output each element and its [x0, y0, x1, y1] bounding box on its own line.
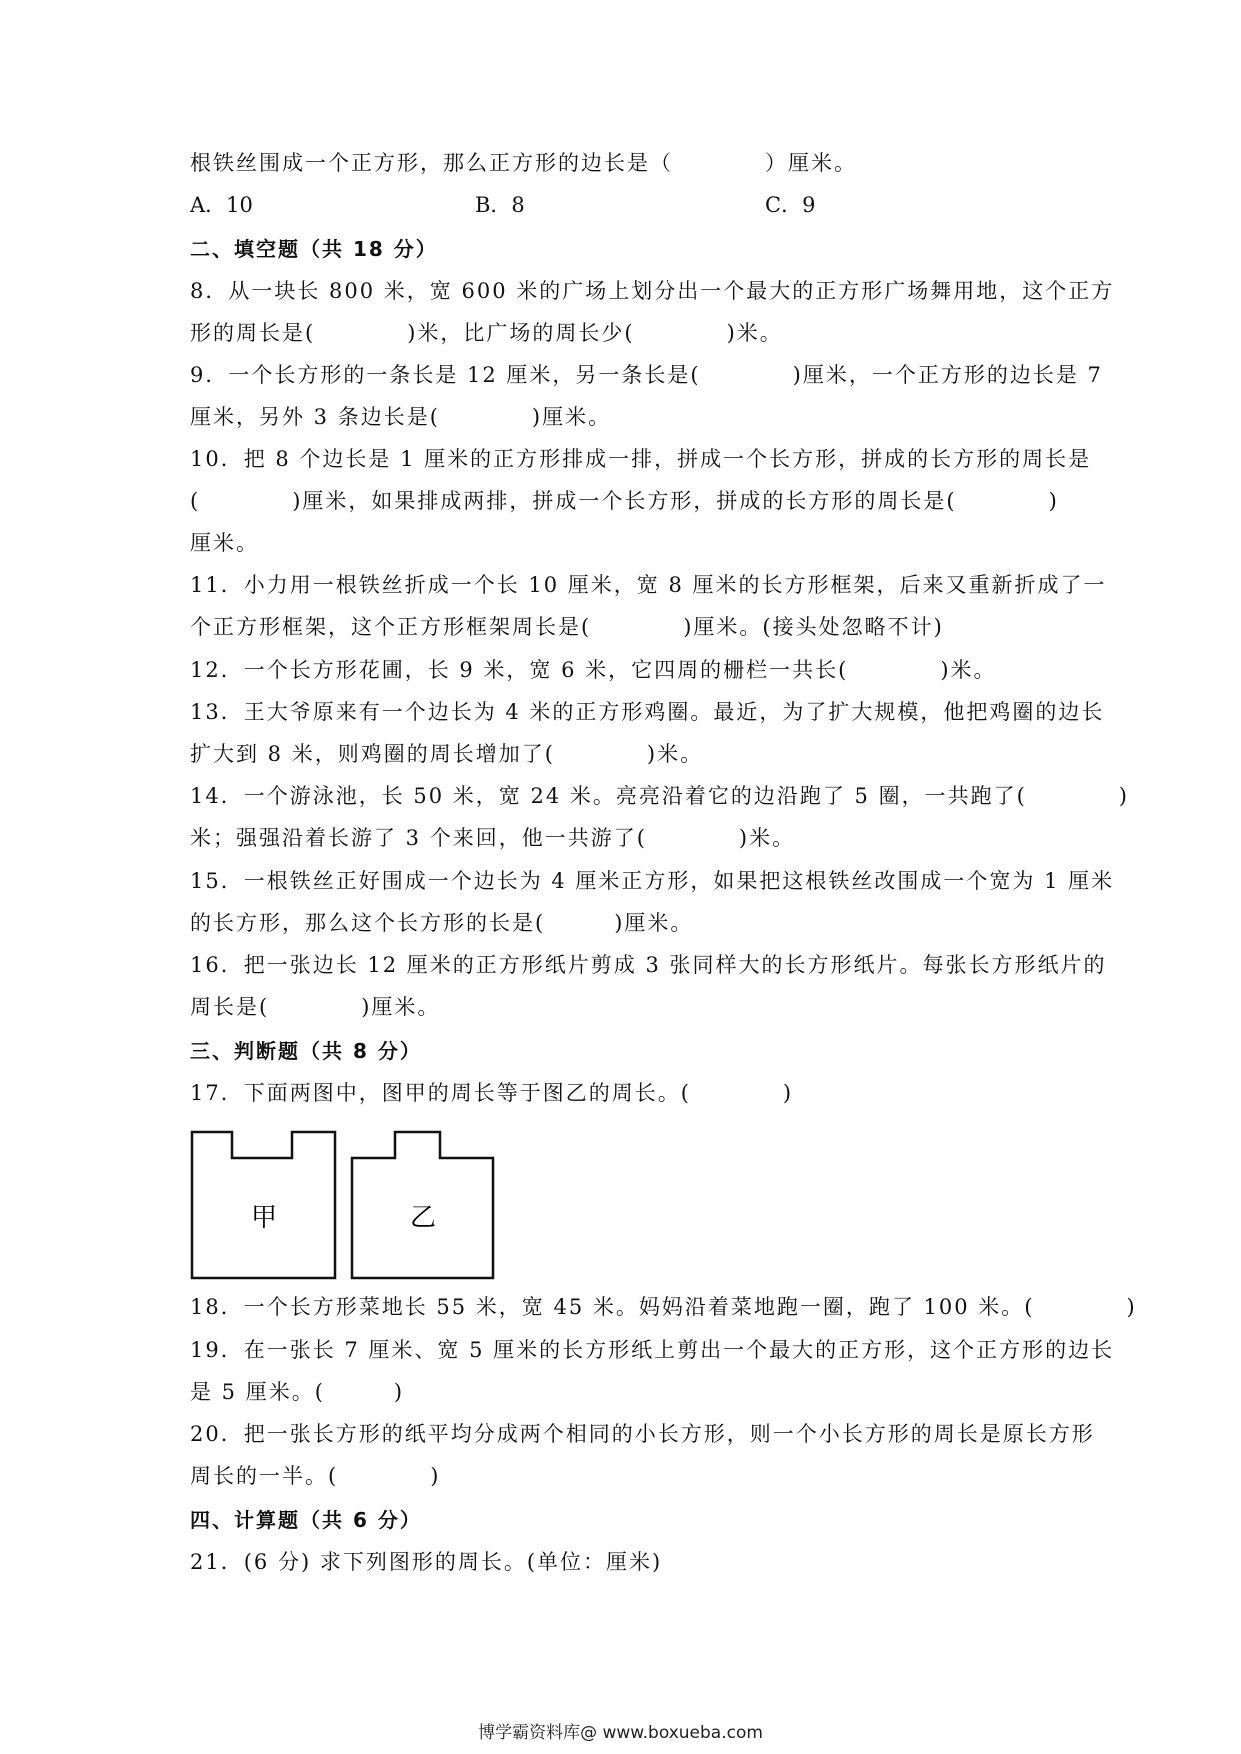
q12-line1: 12．一个长方形花圃，长 9 米，宽 6 米，它四周的栅栏一共长( )米。 — [190, 658, 997, 682]
figure-a-label: 甲 — [250, 1203, 278, 1233]
q18-line1: 18．一个长方形菜地长 55 米，宽 45 米。妈妈沿着菜地跑一圈，跑了 100 米。( ) — [190, 1295, 1137, 1319]
q7-option-a: A．10 — [190, 193, 253, 217]
q9-line2: 厘米，另外 3 条边长是( )厘米。 — [190, 405, 612, 429]
q14-line1: 14．一个游泳池，长 50 米，宽 24 米。亮亮沿着它的边沿跑了 5 圈，一共跑了( ) — [190, 784, 1129, 808]
q14-line2: 米；强强沿着长游了 3 个来回，他一共游了( )米。 — [190, 826, 796, 850]
q13-line1: 13．王大爷原来有一个边长为 4 米的正方形鸡圈。最近，为了扩大规模，他把鸡圈的边长 — [190, 700, 1105, 724]
footer-watermark: 博学霸资料库@ www.boxueba.com — [478, 1723, 763, 1743]
section-fill-in-heading: 二、填空题（共 18 分） — [190, 237, 438, 261]
q13-line2: 扩大到 8 米，则鸡圈的周长增加了( )米。 — [190, 742, 704, 766]
q7-option-b: B．8 — [475, 193, 525, 217]
q15-line2: 的长方形，那么这个长方形的长是( )厘米。 — [190, 911, 694, 935]
q8-line1: 8．从一块长 800 米，宽 600 米的广场上划分出一个最大的正方形广场舞用地，这个正方 — [190, 279, 1115, 303]
q11-line2: 个正方形框架，这个正方形框架周长是( )厘米。(接头处忽略不计) — [190, 615, 944, 639]
q21-line1: 21．(6 分) 求下列图形的周长。(单位：厘米) — [190, 1550, 663, 1574]
section-judgement-heading: 三、判断题（共 8 分） — [190, 1039, 422, 1063]
q7-option-c: C．9 — [765, 193, 816, 217]
q19-line2: 是 5 厘米。( ) — [190, 1380, 405, 1404]
q16-line1: 16．把一张边长 12 厘米的正方形纸片剪成 3 张同样大的长方形纸片。每张长方形纸片的 — [190, 953, 1107, 977]
q20-line2: 周长的一半。( ) — [190, 1464, 441, 1488]
q19-line1: 19．在一张长 7 厘米、宽 5 厘米的长方形纸上剪出一个最大的正方形，这个正方形的边长 — [190, 1338, 1115, 1362]
q10-line2: ( )厘米，如果排成两排，拼成一个长方形，拼成的长方形的周长是( ) — [190, 489, 1059, 513]
q11-line1: 11．小力用一根铁丝折成一个长 10 厘米，宽 8 厘米的长方形框架，后来又重新折成了一 — [190, 573, 1107, 597]
q10-line1: 10．把 8 个边长是 1 厘米的正方形排成一排，拼成一个长方形，拼成的长方形的周长是 — [190, 447, 1092, 471]
q9-line1: 9．一个长方形的一条长是 12 厘米，另一条长是( )厘米，一个正方形的边长是 7 — [190, 363, 1103, 387]
section-calculation-heading: 四、计算题（共 6 分） — [190, 1508, 422, 1532]
q17-line1: 17．下面两图中，图甲的周长等于图乙的周长。( ) — [190, 1081, 794, 1105]
q15-line1: 15．一根铁丝正好围成一个边长为 4 厘米正方形，如果把这根铁丝改围成一个宽为 1 厘米 — [190, 869, 1115, 893]
q8-line2: 形的周长是( )米，比广场的周长少( )米。 — [190, 321, 783, 345]
q7-tail: 根铁丝围成一个正方形，那么正方形的边长是（ ）厘米。 — [190, 151, 857, 175]
figure-b-label: 乙 — [409, 1203, 437, 1233]
q16-line2: 周长是( )厘米。 — [190, 995, 441, 1019]
q10-line3: 厘米。 — [190, 531, 259, 555]
q17-figures — [190, 1130, 510, 1280]
q20-line1: 20．把一张长方形的纸平均分成两个相同的小长方形，则一个小长方形的周长是原长方形 — [190, 1422, 1095, 1446]
